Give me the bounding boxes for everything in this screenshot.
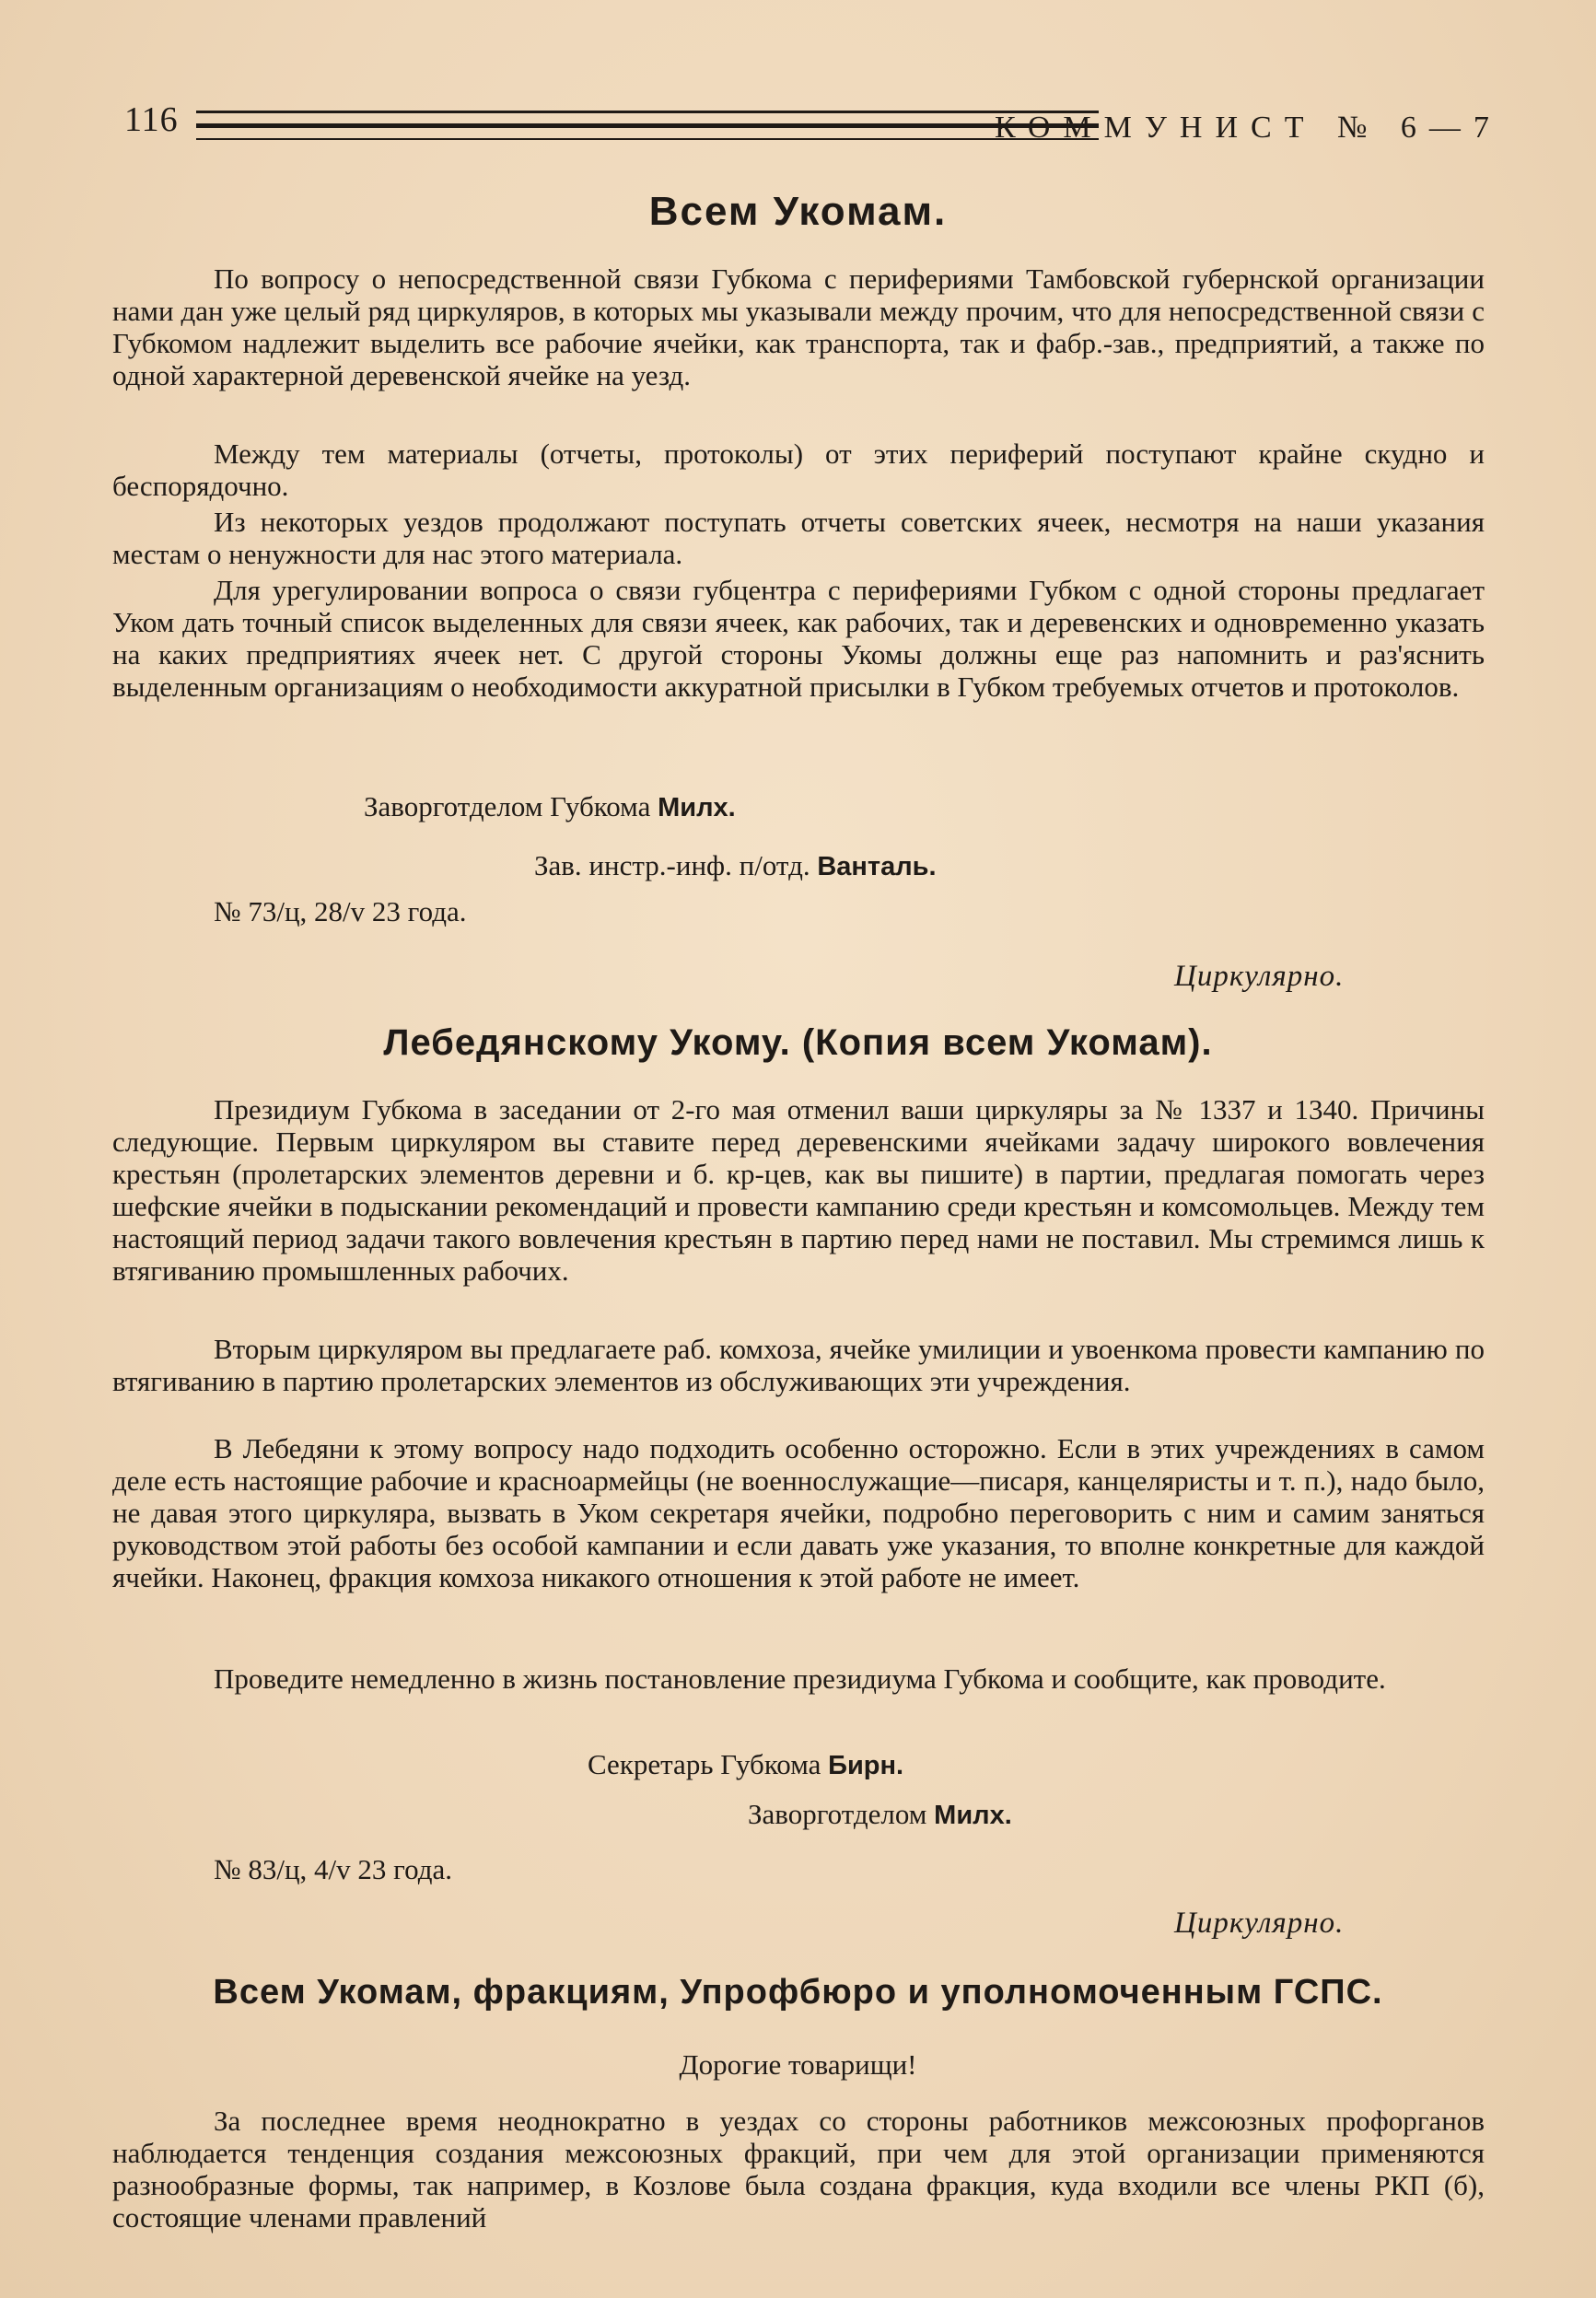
signature-name: Бирн.	[828, 1751, 904, 1780]
signature-role: Заворготделом Губкома	[364, 790, 651, 822]
signature-name: Милх.	[934, 1801, 1012, 1830]
section1-circular: Циркулярно.	[1174, 960, 1345, 993]
signature-role: Зав. инстр.-инф. п/отд.	[534, 849, 810, 881]
section3-title: Всем Укомам, фракциям, Упрофбюро и уполномоченным ГСПС.	[213, 1973, 1383, 2012]
signature-role: Секретарь Губкома	[588, 1748, 821, 1780]
section1-paragraph: Для урегулировании вопроса о связи губцентра с перифериями Губком с одной стороны предлагает Уком дать точный список выделенных для связи ячеек, как рабочих, так и деревенских и одновременно указать на каких предприятиях ячеек нет. С другой стороны Укомы должны еще раз напомнить и раз'яснить выделенным организациям о необходимости аккуратной присылки в Губком требуемых отчетов и протоколов.	[112, 574, 1485, 703]
section2-circular: Циркулярно.	[1174, 1907, 1345, 1940]
section2-paragraph: В Лебедяни к этому вопросу надо подходить особенно осторожно. Если в этих учреждениях в самом деле есть настоящие рабочие и красноармейцы (не военнослужащие—писаря, канцеляристы и т. п.), надо было, не давая этого циркуляра, вызвать в Уком секретаря ячейки, подробно переговорить с ним и самим заняться руководством этой работы без особой кампании и если давать уже указания, то вполне конкретные для каждой ячейки. Наконец, фракция комхоза никакого отношения к этой работе не имеет.	[112, 1432, 1485, 1593]
header-rule	[196, 138, 1099, 140]
section2-paragraph: Президиум Губкома в заседании от 2-го мая отменил ваши циркуляры за № 1337 и 1340. Причины следующие. Первым циркуляром вы ставите перед деревенскими ячейками задачу широкого вовлечения крестьян (пролетарских элементов деревни и б. кр-цев, как вы пишите) в партии, предлагая помогать через шефские ячейки в подыскании рекомендаций и провести кампанию среди крестьян и комсомольцев. Между тем настоящий период задачи такого вовлечения крестьян в партию перед нами не поставил. Мы стремимся лишь к втягиванию промышленных рабочих.	[112, 1093, 1485, 1287]
header-rule	[196, 111, 1099, 113]
page-number: 116	[124, 100, 179, 139]
section2-paragraph: Вторым циркуляром вы предлагаете раб. комхоза, ячейке умилиции и увоенкома провести кампанию по втягиванию в партию пролетарских элементов из обслуживающих эти учреждения.	[112, 1333, 1485, 1397]
signature-role: Заворготделом	[748, 1798, 927, 1830]
section3-greeting: Дорогие товарищи!	[679, 2048, 917, 2081]
section1-paragraph: Между тем материалы (отчеты, протоколы) от этих периферий поступают крайне скудно и беспорядочно.	[112, 437, 1485, 502]
signature-name: Ванталь.	[817, 852, 937, 881]
section1-doc-number: № 73/ц, 28/v 23 года.	[214, 895, 467, 927]
signature-name: Милх.	[658, 793, 736, 822]
section2-signature-2	[748, 1798, 1012, 1831]
section2-paragraph: Проведите немедленно в жизнь постановление президиума Губкома и сообщите, как проводите.	[214, 1662, 1386, 1695]
header-rule	[196, 123, 1099, 128]
section1-signature-2	[534, 849, 937, 882]
section2-signature-1	[588, 1748, 903, 1781]
section3-paragraph: За последнее время неоднократно в уездах со стороны работников межсоюзных профорганов наблюдается тенденция создания межсоюзных фракций, при чем для этой организации применяются разнообразные формы, так например, в Козлове была создана фракция, куда входили все члены РКП (б), состоящие членами правлений	[112, 2105, 1485, 2234]
section1-title: Всем Укомам.	[648, 189, 948, 234]
section1-signature-1	[364, 790, 736, 823]
section1-paragraph: По вопросу о непосредственной связи Губкома с перифериями Тамбовской губернской организации нами дан уже целый ряд циркуляров, в которых мы указывали между прочим, что для непосредственной связи с Губкомом надлежит выделить все рабочие ячейки, как транспорта, так и фабр.-зав., предприятий, а также по одной характерной деревенской ячейке на уезд.	[112, 262, 1485, 391]
page-header	[124, 99, 1502, 155]
journal-title: КОММУНИСТ № 6—7	[995, 111, 1502, 145]
section2-doc-number: № 83/ц, 4/v 23 года.	[214, 1853, 452, 1885]
section2-title: Лебедянскому Укому. (Копия всем Укомам).	[383, 1022, 1213, 1063]
section1-paragraph: Из некоторых уездов продолжают поступать отчеты советских ячеек, несмотря на наши указания местам о ненужности для нас этого материала.	[112, 506, 1485, 570]
